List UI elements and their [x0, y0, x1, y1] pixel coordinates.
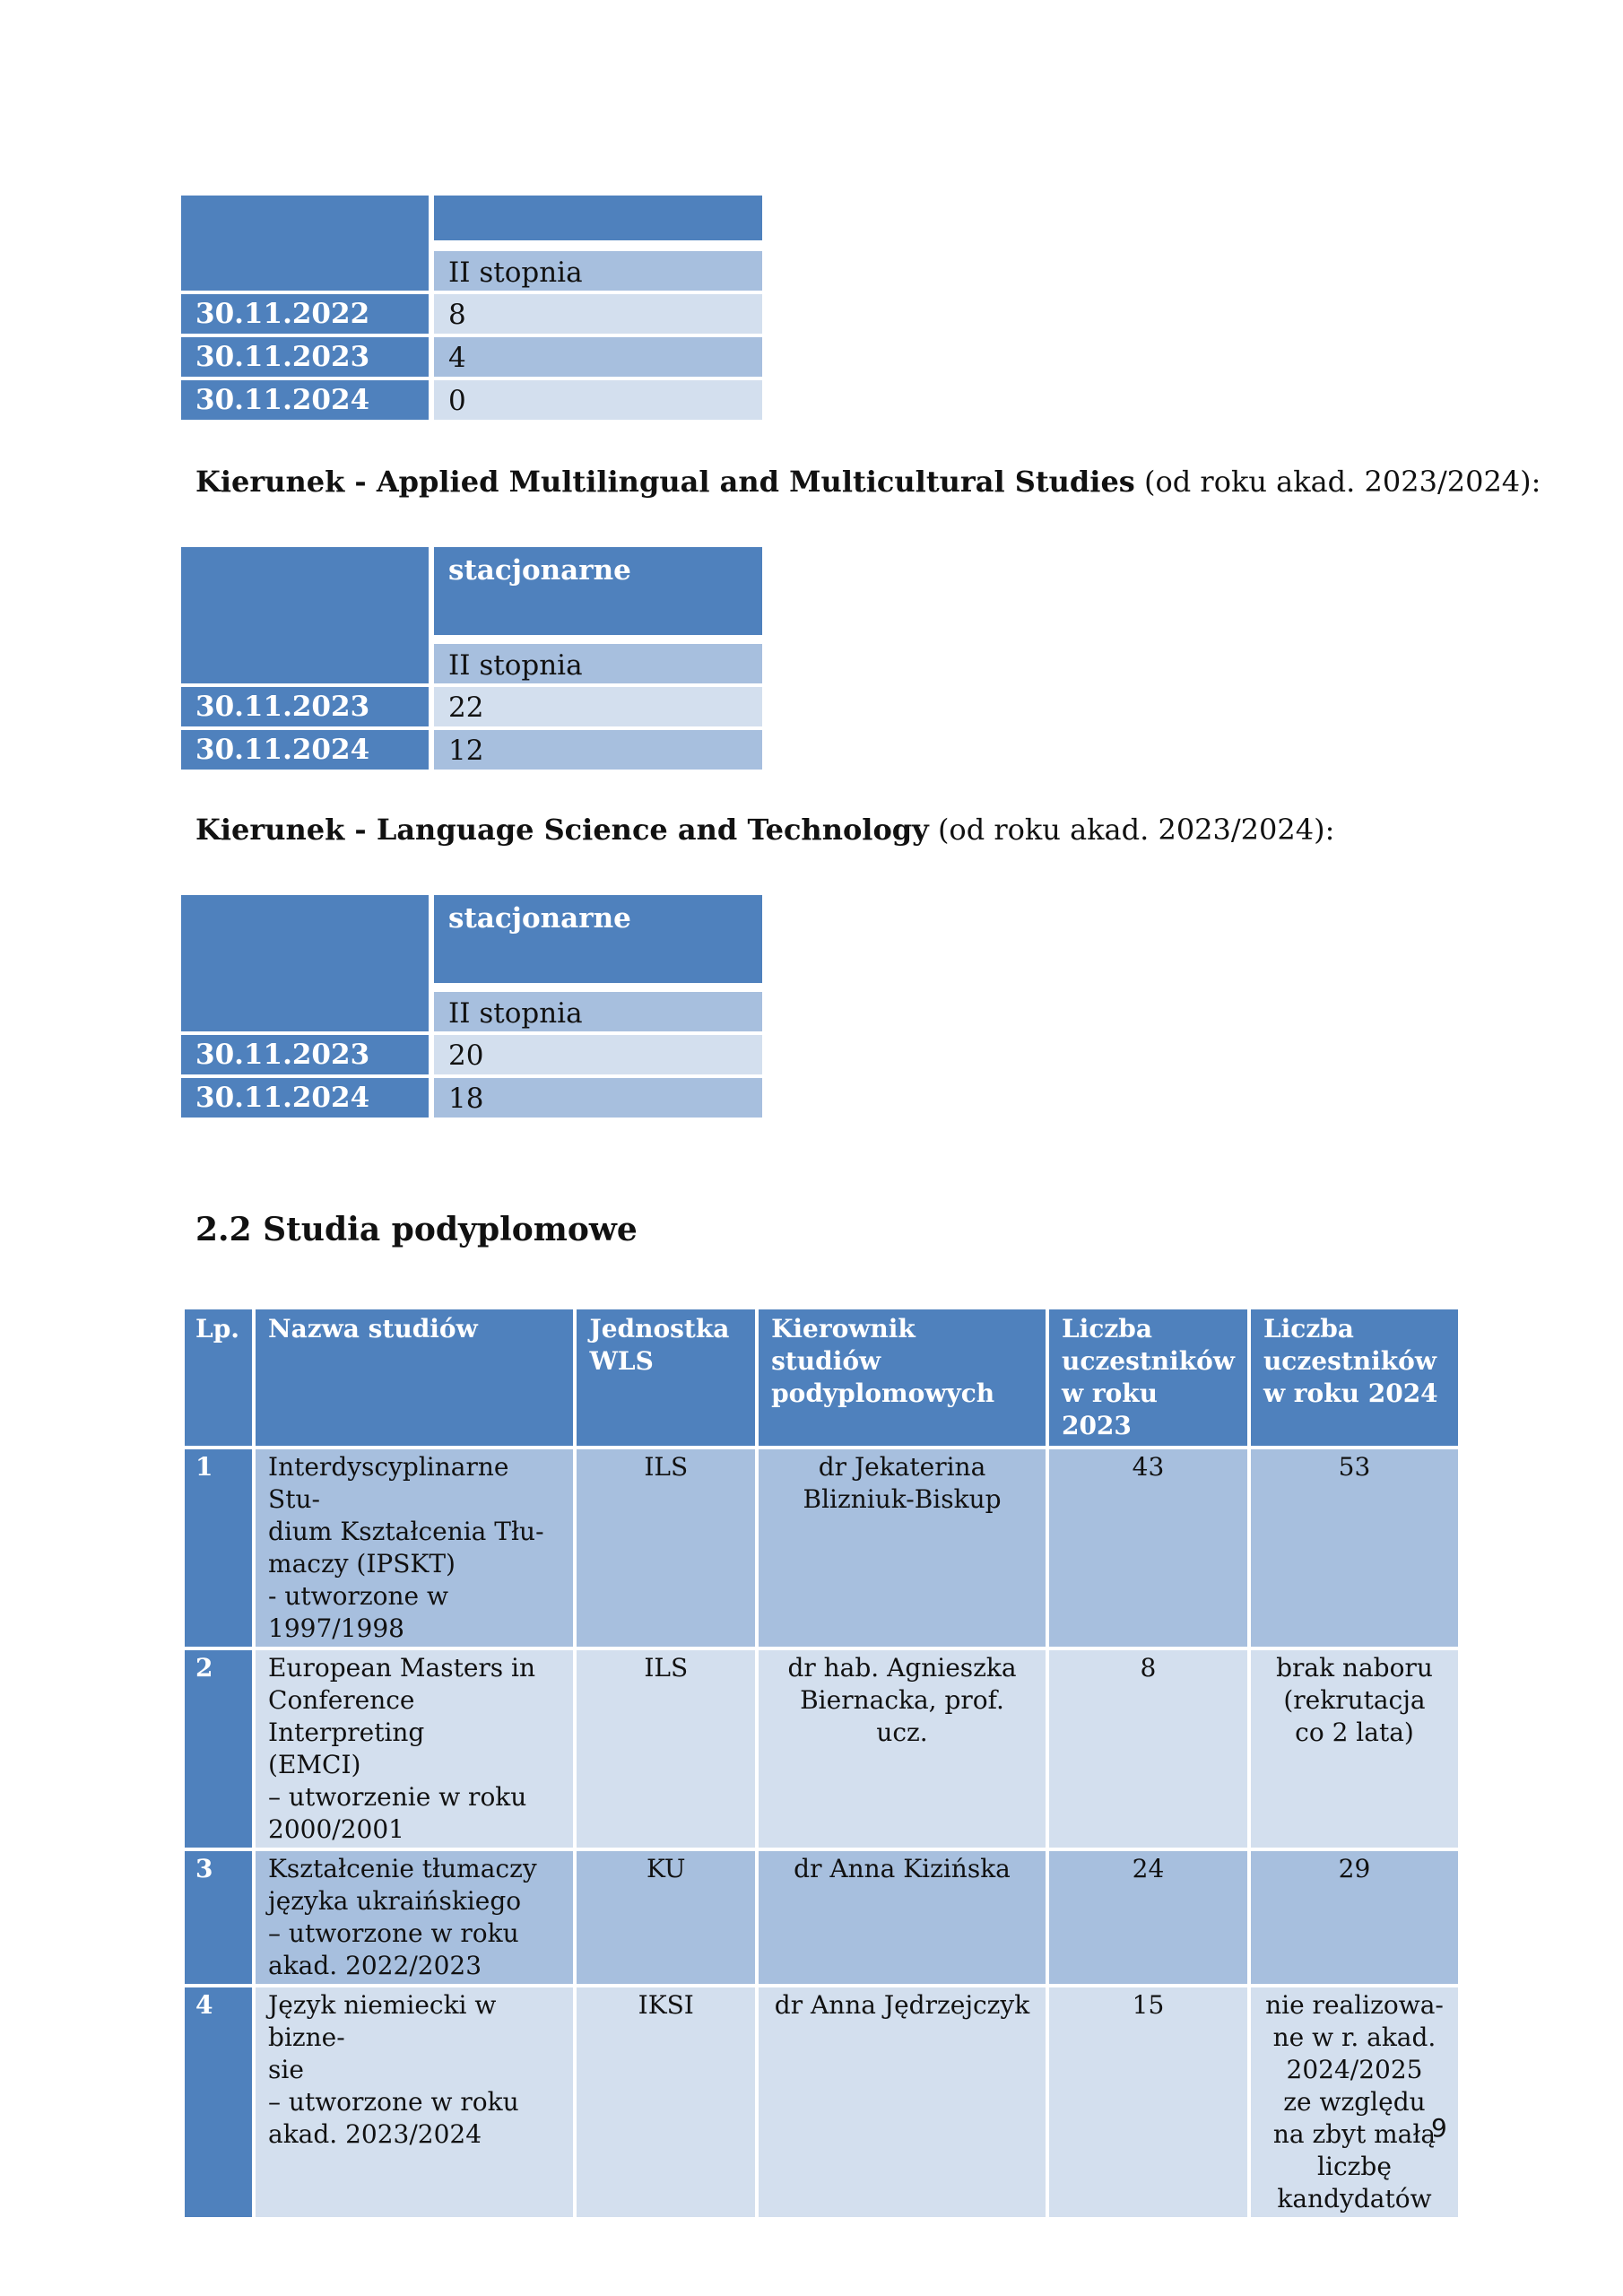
row-name: Kształcenie tłumaczy języka ukraińskiego – utworzone w roku akad. 2022/2023	[256, 1851, 573, 1984]
row-date: 30.11.2023	[181, 1035, 429, 1074]
col-header-head: Kierownik studiów podyplomowych	[759, 1309, 1046, 1446]
col-header-2023: Liczba uczestników w roku 2023	[1049, 1309, 1247, 1446]
row-value: 4	[434, 337, 762, 377]
table-header: stacjonarne	[434, 895, 762, 983]
row-y2024: 53	[1251, 1449, 1458, 1647]
row-value: 12	[434, 730, 762, 770]
row-name: Interdyscyplinarne Stu- dium Kształcenia Tłu- maczy (IPSKT) - utworzone w 1997/1998	[256, 1449, 573, 1647]
row-lp: 2	[185, 1650, 252, 1848]
row-y2023: 15	[1049, 1987, 1247, 2217]
row-y2024: 29	[1251, 1851, 1458, 1984]
program-note: (od roku akad. 2023/2024):	[928, 813, 1335, 847]
table-row	[181, 1035, 762, 1074]
table-row	[185, 1851, 1458, 1984]
row-lp: 1	[185, 1449, 252, 1647]
page-number: 9	[1431, 2113, 1447, 2143]
table-row	[181, 687, 762, 726]
program-heading-lst	[195, 813, 1334, 847]
row-value: 20	[434, 1035, 762, 1074]
table-row	[181, 294, 762, 334]
program-note: (od roku akad. 2023/2024):	[1134, 465, 1541, 499]
row-value: 22	[434, 687, 762, 726]
row-value: 8	[434, 294, 762, 334]
col-header-name: Nazwa studiów	[256, 1309, 573, 1446]
table-subheader: II stopnia	[434, 992, 762, 1031]
row-name: Język niemiecki w bizne- sie – utworzone w roku akad. 2023/2024	[256, 1987, 573, 2217]
table-row	[185, 1449, 1458, 1647]
row-lp: 4	[185, 1987, 252, 2217]
row-unit: KU	[577, 1851, 755, 1984]
table-header-corner	[181, 895, 429, 1031]
row-lp: 3	[185, 1851, 252, 1984]
col-header-lp: Lp.	[185, 1309, 252, 1446]
program-name: Kierunek - Language Science and Technology	[195, 813, 929, 847]
row-unit: ILS	[577, 1449, 755, 1647]
row-value: 0	[434, 380, 762, 420]
table-header: stacjonarne	[434, 547, 762, 635]
table-row	[185, 1987, 1458, 2217]
table-header-empty	[434, 196, 762, 240]
table-header-row	[185, 1309, 1458, 1446]
col-header-2024: Liczba uczestników w roku 2024	[1251, 1309, 1458, 1446]
row-date: 30.11.2024	[181, 380, 429, 420]
postgrad-table	[181, 1306, 1462, 2221]
table-row	[185, 1650, 1458, 1848]
row-date: 30.11.2024	[181, 1078, 429, 1118]
table-subheader: II stopnia	[434, 251, 762, 291]
table-row	[181, 380, 762, 420]
row-date: 30.11.2023	[181, 687, 429, 726]
row-name: European Masters in Conference Interpreting (EMCI) – utworzenie w roku 2000/2001	[256, 1650, 573, 1848]
row-value: 18	[434, 1078, 762, 1118]
table-row	[181, 1078, 762, 1118]
row-y2023: 24	[1049, 1851, 1247, 1984]
table-subheader: II stopnia	[434, 644, 762, 683]
row-unit: IKSI	[577, 1987, 755, 2217]
row-date: 30.11.2024	[181, 730, 429, 770]
row-head: dr Jekaterina Blizniuk-Biskup	[759, 1449, 1046, 1647]
row-y2023: 8	[1049, 1650, 1247, 1848]
program-name: Kierunek - Applied Multilingual and Multicultural Studies	[195, 465, 1135, 499]
row-unit: ILS	[577, 1650, 755, 1848]
program-heading-amms	[195, 465, 1541, 499]
table-row	[181, 730, 762, 770]
col-header-unit: Jednostka WLS	[577, 1309, 755, 1446]
row-y2024: brak naboru (rekrutacja co 2 lata)	[1251, 1650, 1458, 1848]
row-date: 30.11.2023	[181, 337, 429, 377]
section-title: 2.2 Studia podyplomowe	[195, 1211, 638, 1248]
table-header-corner	[181, 196, 429, 291]
row-y2024: nie realizowa- ne w r. akad. 2024/2025 ze względu na zbyt małą liczbę kandydatów	[1251, 1987, 1458, 2217]
row-head: dr hab. Agnieszka Biernacka, prof. ucz.	[759, 1650, 1046, 1848]
row-head: dr Anna Kizińska	[759, 1851, 1046, 1984]
row-y2023: 43	[1049, 1449, 1247, 1647]
row-date: 30.11.2022	[181, 294, 429, 334]
table-header-corner	[181, 547, 429, 683]
table-row	[181, 337, 762, 377]
row-head: dr Anna Jędrzejczyk	[759, 1987, 1046, 2217]
